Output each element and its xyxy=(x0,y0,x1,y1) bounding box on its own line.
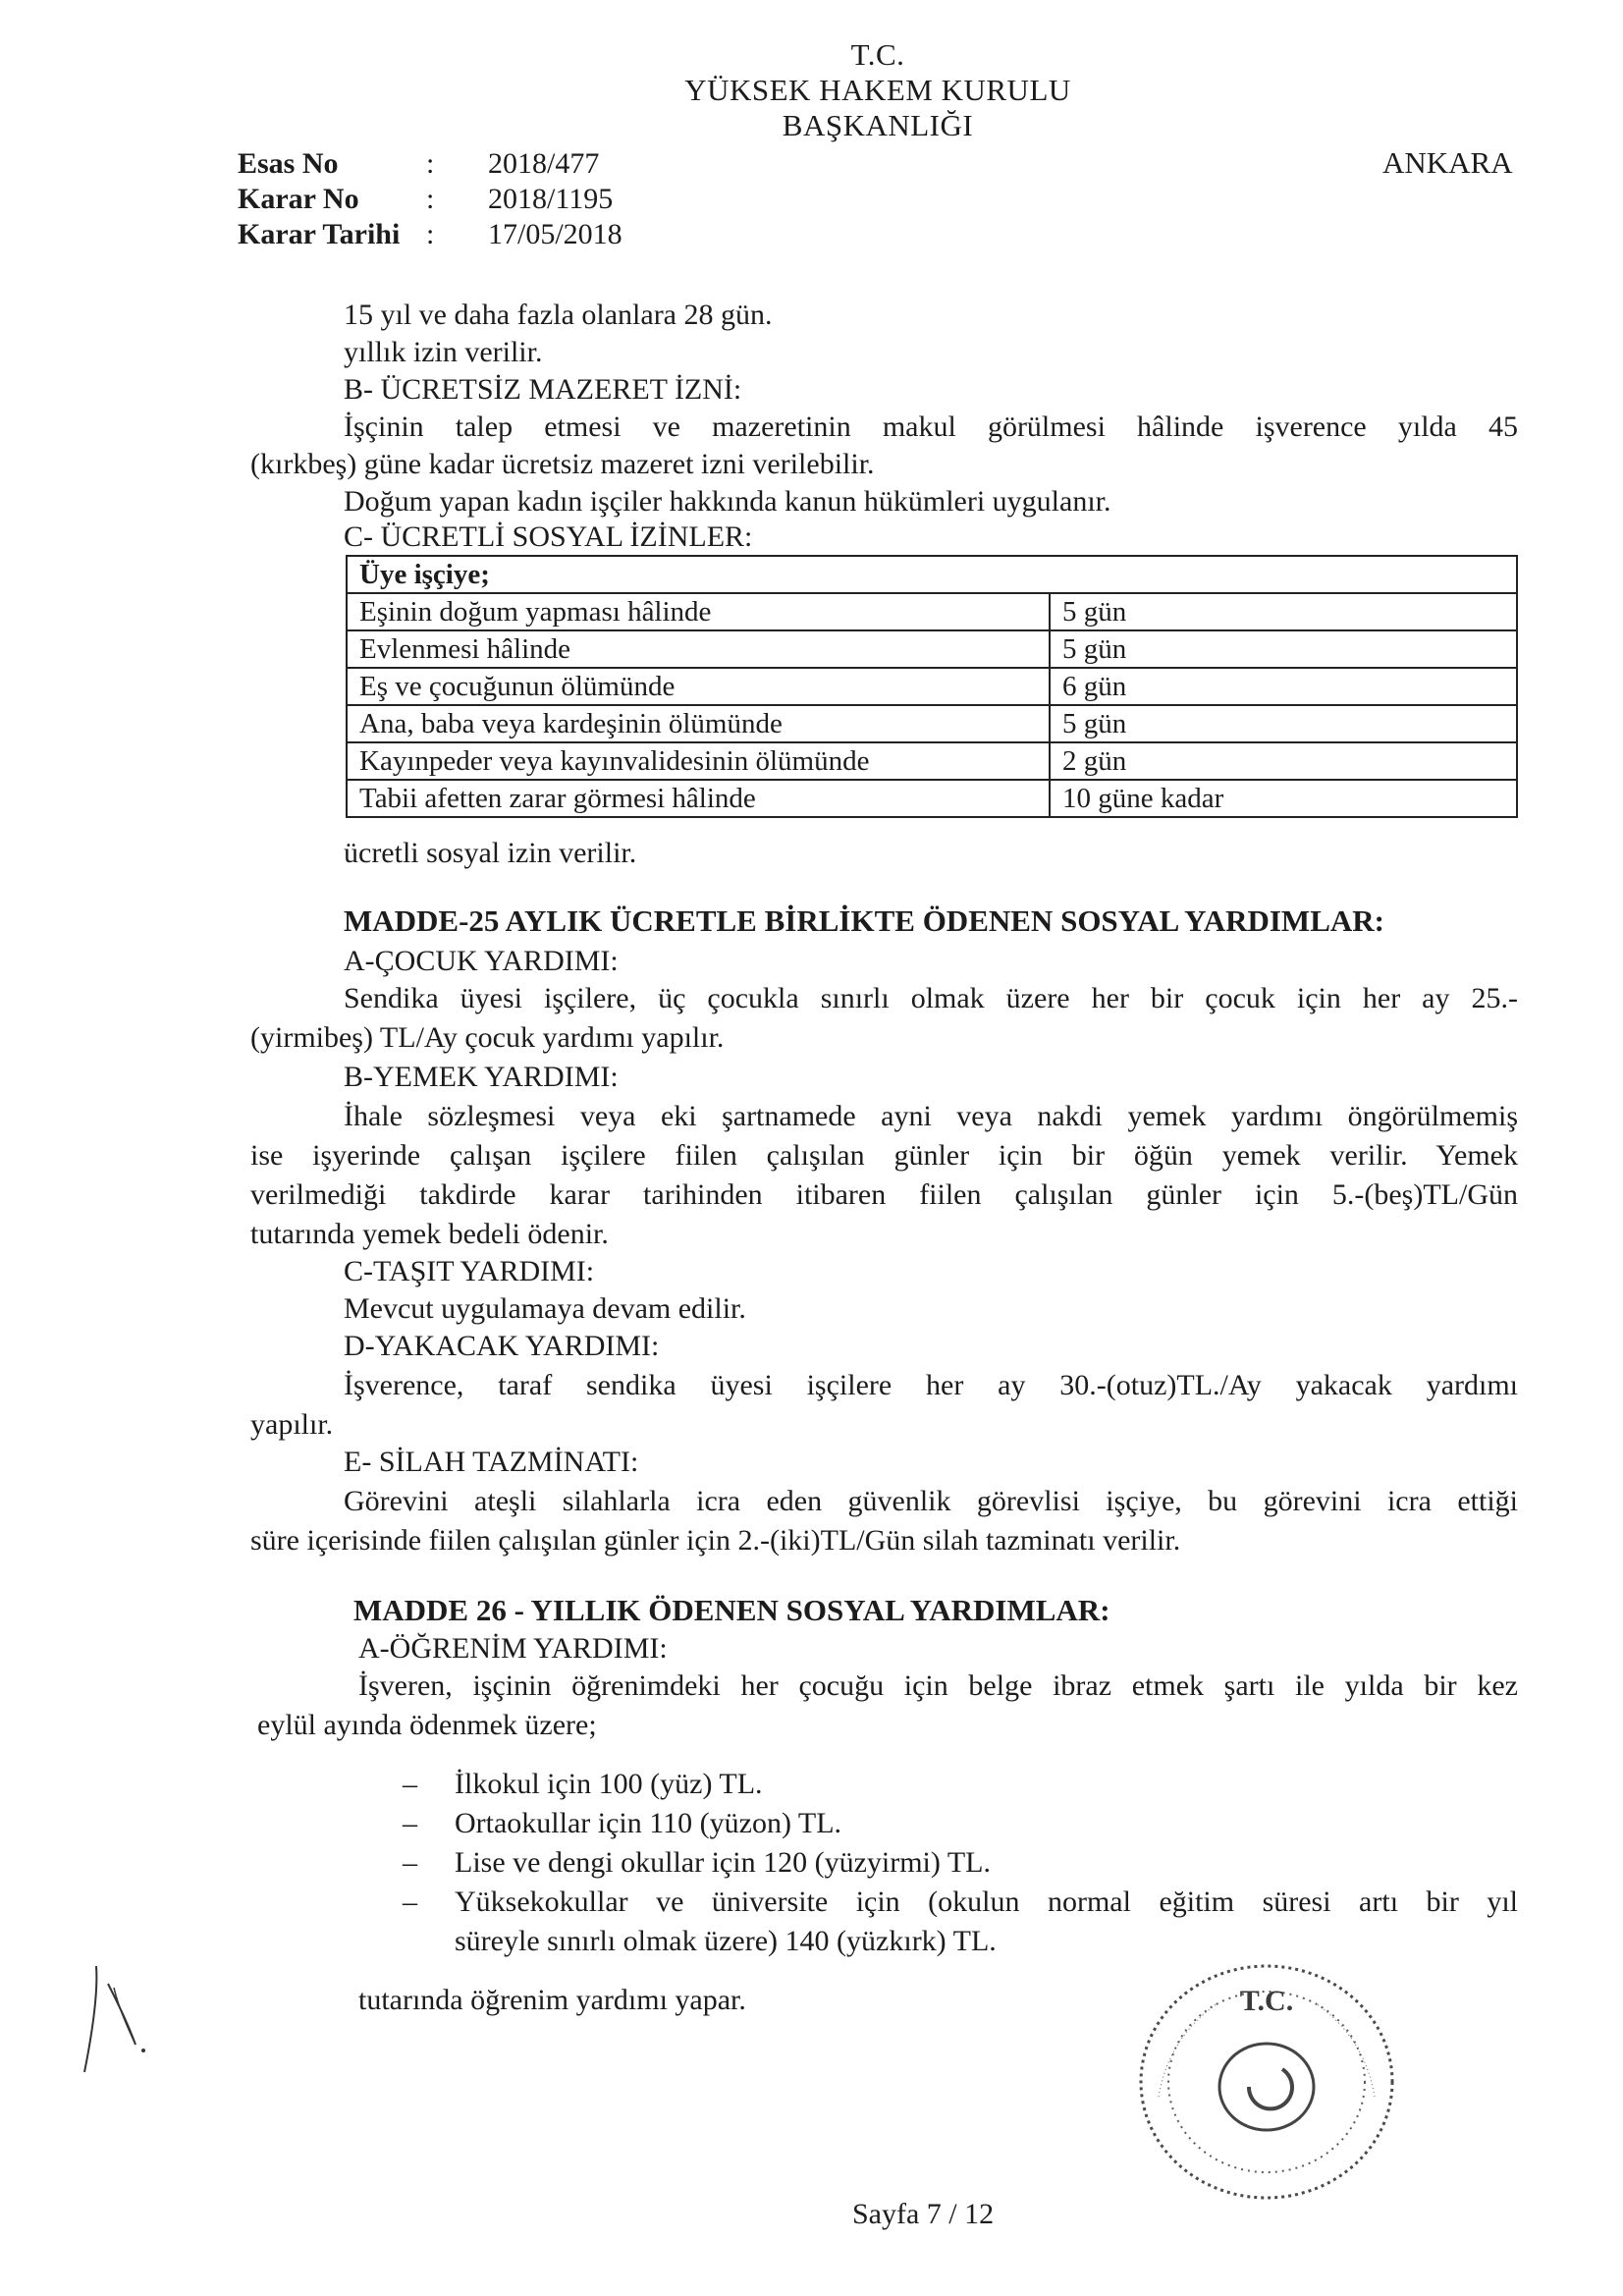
silah-line-2: süre içerisinde fiilen çalışılan günler için 2.-(iki)TL/Gün silah tazminatı verilir. xyxy=(250,1524,1181,1557)
meta-esas-colon: : xyxy=(426,147,435,180)
table-row xyxy=(347,668,1517,705)
list-dash: – xyxy=(403,1846,417,1879)
tasit-heading: C-TAŞIT YARDIMI: xyxy=(344,1255,595,1287)
yakacak-line-1: İşverence, taraf sendika üyesi işçilere her ay 30.-(otuz)TL./Ay yakacak yardımı xyxy=(344,1369,1518,1401)
ogrenim-heading: A-ÖĞRENİM YARDIMI: xyxy=(358,1632,668,1665)
madde26-title: MADDE 26 - YILLIK ÖDENEN SOSYAL YARDIMLAR: xyxy=(353,1593,1110,1627)
stamp-text: T.C. xyxy=(1239,1985,1294,2017)
meta-esas-value: 2018/477 xyxy=(488,147,600,180)
ucretsiz-p1-line2: (kırkbeş) güne kadar ücretsiz mazeret izni verilebilir. xyxy=(250,448,875,480)
page-number: Sayfa 7 / 12 xyxy=(852,2198,995,2230)
sosyal-izin-footer: ücretli sosyal izin verilir. xyxy=(344,837,637,869)
table-cell-days: 10 güne kadar xyxy=(1050,780,1517,817)
header-baskanlik: BAŞKANLIĞI xyxy=(782,108,974,142)
yemek-line-1: İhale sözleşmesi veya eki şartnamede ayni veya nakdi yemek yardımı öngörülmemiş xyxy=(344,1100,1518,1132)
header-city: ANKARA xyxy=(1382,145,1513,180)
list-dash: – xyxy=(403,1807,417,1839)
table-header-row xyxy=(347,556,1517,593)
meta-tarih-label: Karar Tarihi xyxy=(238,218,401,250)
izin-line-2: yıllık izin verilir. xyxy=(344,336,543,368)
meta-karar-value: 2018/1195 xyxy=(488,183,614,215)
header-kurul: YÜKSEK HAKEM KURULU xyxy=(684,73,1071,107)
sosyal-izin-heading: C- ÜCRETLİ SOSYAL İZİNLER: xyxy=(344,520,753,553)
cocuk-line-2: (yirmibeş) TL/Ay çocuk yardımı yapılır. xyxy=(250,1021,725,1054)
ucretsiz-p2: Doğum yapan kadın işçiler hakkında kanun hükümleri uygulanır. xyxy=(344,485,1111,518)
yemek-heading: B-YEMEK YARDIMI: xyxy=(344,1061,619,1093)
ogrenim-line-2: eylül ayında ödenmek üzere; xyxy=(257,1709,597,1741)
cocuk-line-1: Sendika üyesi işçilere, üç çocukla sınırlı olmak üzere her bir çocuk için her ay 25.- xyxy=(344,982,1518,1014)
list-item: Lise ve dengi okullar için 120 (yüzyirmi) TL. xyxy=(455,1846,991,1879)
table-cell-days: 5 gün xyxy=(1050,705,1517,742)
meta-karar xyxy=(238,183,729,222)
table-cell-case: Kayınpeder veya kayınvalidesinin ölümünde xyxy=(347,742,1050,780)
table-cell-case: Eşinin doğum yapması hâlinde xyxy=(347,593,1050,630)
tasit-line-1: Mevcut uygulamaya devam edilir. xyxy=(344,1292,746,1325)
list-dash: – xyxy=(403,1886,417,1918)
ucretsiz-heading: B- ÜCRETSİZ MAZERET İZNİ: xyxy=(344,373,742,406)
madde25-title: MADDE-25 AYLIK ÜCRETLE BİRLİKTE ÖDENEN SOSYAL YARDIMLAR: xyxy=(344,903,1384,938)
table-row xyxy=(347,593,1517,630)
meta-karar-label: Karar No xyxy=(238,183,359,215)
table-cell-case: Evlenmesi hâlinde xyxy=(347,630,1050,668)
table-cell-case: Eş ve çocuğunun ölümünde xyxy=(347,668,1050,705)
table-cell-case: Tabii afetten zarar görmesi hâlinde xyxy=(347,780,1050,817)
meta-esas-label: Esas No xyxy=(238,147,339,180)
signature-initial-icon xyxy=(79,1954,157,2082)
cocuk-heading: A-ÇOCUK YARDIMI: xyxy=(344,945,619,977)
table-row xyxy=(347,630,1517,668)
table-row xyxy=(347,780,1517,817)
meta-tarih-colon: : xyxy=(426,218,435,250)
ucretsiz-p1-line1: İşçinin talep etmesi ve mazeretinin makul görülmesi hâlinde işverence yılda 45 xyxy=(344,410,1518,443)
official-stamp-icon xyxy=(1119,1949,1414,2214)
list-item: Yüksekokullar ve üniversite için (okulun normal eğitim süresi artı bir yıl xyxy=(455,1886,1518,1918)
table-cell-days: 6 gün xyxy=(1050,668,1517,705)
ogrenim-line-1: İşveren, işçinin öğrenimdeki her çocuğu için belge ibraz etmek şartı ile yılda bir kez xyxy=(358,1669,1518,1702)
table-cell-days: 2 gün xyxy=(1050,742,1517,780)
table-cell-days: 5 gün xyxy=(1050,593,1517,630)
table-row xyxy=(347,742,1517,780)
silah-line-1: Görevini ateşli silahlarla icra eden güvenlik görevlisi işçiye, bu görevini icra ettiği xyxy=(344,1485,1518,1517)
yakacak-line-2: yapılır. xyxy=(250,1408,334,1441)
ogrenim-closing: tutarında öğrenim yardımı yapar. xyxy=(358,1984,746,2016)
meta-esas xyxy=(238,147,729,187)
header-tc: T.C. xyxy=(850,37,905,72)
meta-tarih xyxy=(238,218,729,257)
yemek-line-2: ise işyerinde çalışan işçilere fiilen çalışılan günler için bir öğün yemek verilir. Yemek xyxy=(250,1139,1518,1172)
meta-karar-colon: : xyxy=(426,183,435,215)
yakacak-heading: D-YAKACAK YARDIMI: xyxy=(344,1330,660,1362)
izin-line-1: 15 yıl ve daha fazla olanlara 28 gün. xyxy=(344,299,773,331)
table-header-cell: Üye işçiye; xyxy=(347,556,1517,593)
silah-heading: E- SİLAH TAZMİNATI: xyxy=(344,1446,639,1478)
table-cell-case: Ana, baba veya kardeşinin ölümünde xyxy=(347,705,1050,742)
list-dash: – xyxy=(403,1768,417,1800)
yemek-line-4: tutarında yemek bedeli ödenir. xyxy=(250,1218,609,1250)
table-cell-days: 5 gün xyxy=(1050,630,1517,668)
list-item: Ortaokullar için 110 (yüzon) TL. xyxy=(455,1807,842,1839)
list-item: İlkokul için 100 (yüz) TL. xyxy=(455,1768,763,1800)
meta-tarih-value: 17/05/2018 xyxy=(488,218,622,250)
table-row xyxy=(347,705,1517,742)
list-item-cont: süreyle sınırlı olmak üzere) 140 (yüzkırk) TL. xyxy=(455,1925,997,1957)
sosyal-izin-table xyxy=(346,555,1518,818)
yemek-line-3: verilmediği takdirde karar tarihinden itibaren fiilen çalışılan günler için 5.-(beş)TL/Gün xyxy=(250,1178,1518,1211)
